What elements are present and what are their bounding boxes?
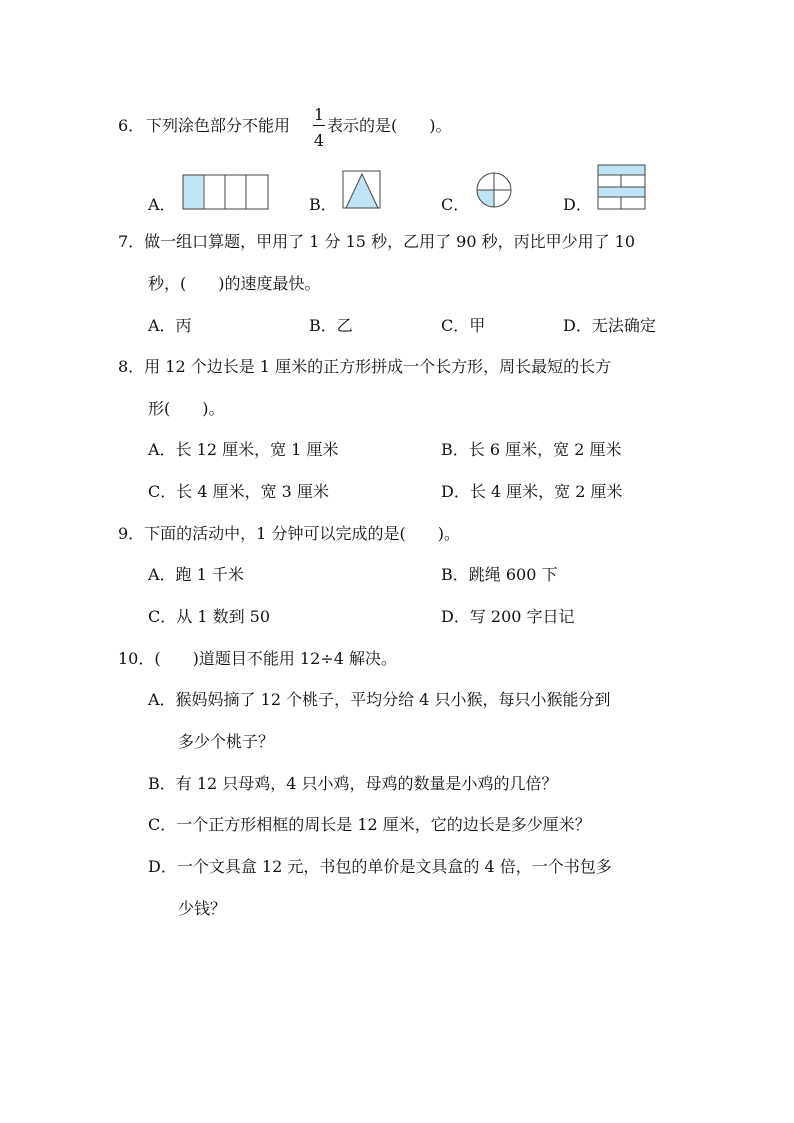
q8-option-d: D．长 4 厘米，宽 2 厘米 bbox=[441, 482, 623, 501]
q7-line1: 7．做一组口算题，甲用了 1 分 15 秒，乙用了 90 秒，丙比甲少用了 10 bbox=[118, 232, 636, 251]
q6-text-after: 表示的是( )。 bbox=[327, 116, 452, 135]
q6-option-d-label: D． bbox=[563, 195, 592, 214]
q10-option-c: C．一个正方形相框的周长是 12 厘米，它的边长是多少厘米？ bbox=[148, 815, 591, 834]
q9-option-d: D．写 200 字日记 bbox=[441, 607, 575, 626]
q10-option-a-line1: A．猴妈妈摘了 12 个桃子，平均分给 4 只小猴，每只小猴能分到 bbox=[148, 690, 611, 709]
q10-line1: 10．( )道题目不能用 12÷4 解决。 bbox=[118, 649, 397, 668]
q10-option-a-line2: 多少个桃子？ bbox=[178, 732, 275, 751]
q7-option-a: A．丙 bbox=[148, 316, 192, 335]
q10-option-b: B．有 12 只母鸡，4 只小鸡，母鸡的数量是小鸡的几倍？ bbox=[148, 774, 558, 793]
fraction-bar bbox=[313, 125, 325, 126]
q8-option-b: B．长 6 厘米，宽 2 厘米 bbox=[441, 440, 622, 459]
q6-text-before: 下列涂色部分不能用 bbox=[146, 116, 291, 135]
q6-option-b-label: B． bbox=[309, 195, 337, 214]
q6-option-c-label: C． bbox=[441, 195, 470, 214]
option-b-figure bbox=[342, 170, 382, 210]
option-c-figure bbox=[474, 170, 514, 210]
option-d-figure bbox=[597, 164, 647, 210]
q8-option-a: A．长 12 厘米，宽 1 厘米 bbox=[148, 440, 339, 459]
q9-line1: 9．下面的活动中，1 分钟可以完成的是( )。 bbox=[118, 524, 460, 543]
q7-line2: 秒，( )的速度最快。 bbox=[148, 274, 321, 293]
shaded-strip bbox=[183, 175, 203, 209]
shaded-triangle bbox=[346, 174, 378, 208]
q7-option-c: C．甲 bbox=[441, 316, 486, 335]
q9-option-b: B．跳绳 600 下 bbox=[441, 565, 558, 584]
option-a-figure bbox=[182, 174, 270, 210]
q9-option-a: A．跑 1 千米 bbox=[148, 565, 244, 584]
q10-option-d-line2: 少钱？ bbox=[178, 899, 227, 918]
q7-option-d: D．无法确定 bbox=[563, 316, 656, 335]
q8-option-c: C．长 4 厘米，宽 3 厘米 bbox=[148, 482, 329, 501]
q6-number: 6． bbox=[118, 116, 145, 135]
q9-option-c: C．从 1 数到 50 bbox=[148, 607, 271, 626]
q7-option-b: B．乙 bbox=[309, 316, 353, 335]
q6-option-a-label: A． bbox=[148, 195, 176, 214]
q8-line1: 8．用 12 个边长是 1 厘米的正方形拼成一个长方形，周长最短的长方 bbox=[118, 357, 612, 376]
q10-option-d-line1: D．一个文具盒 12 元，书包的单价是文具盒的 4 倍，一个书包多 bbox=[148, 857, 612, 876]
fraction-denominator: 4 bbox=[313, 131, 325, 150]
q8-line2: 形( )。 bbox=[148, 399, 225, 418]
fraction-numerator: 1 bbox=[313, 105, 325, 124]
